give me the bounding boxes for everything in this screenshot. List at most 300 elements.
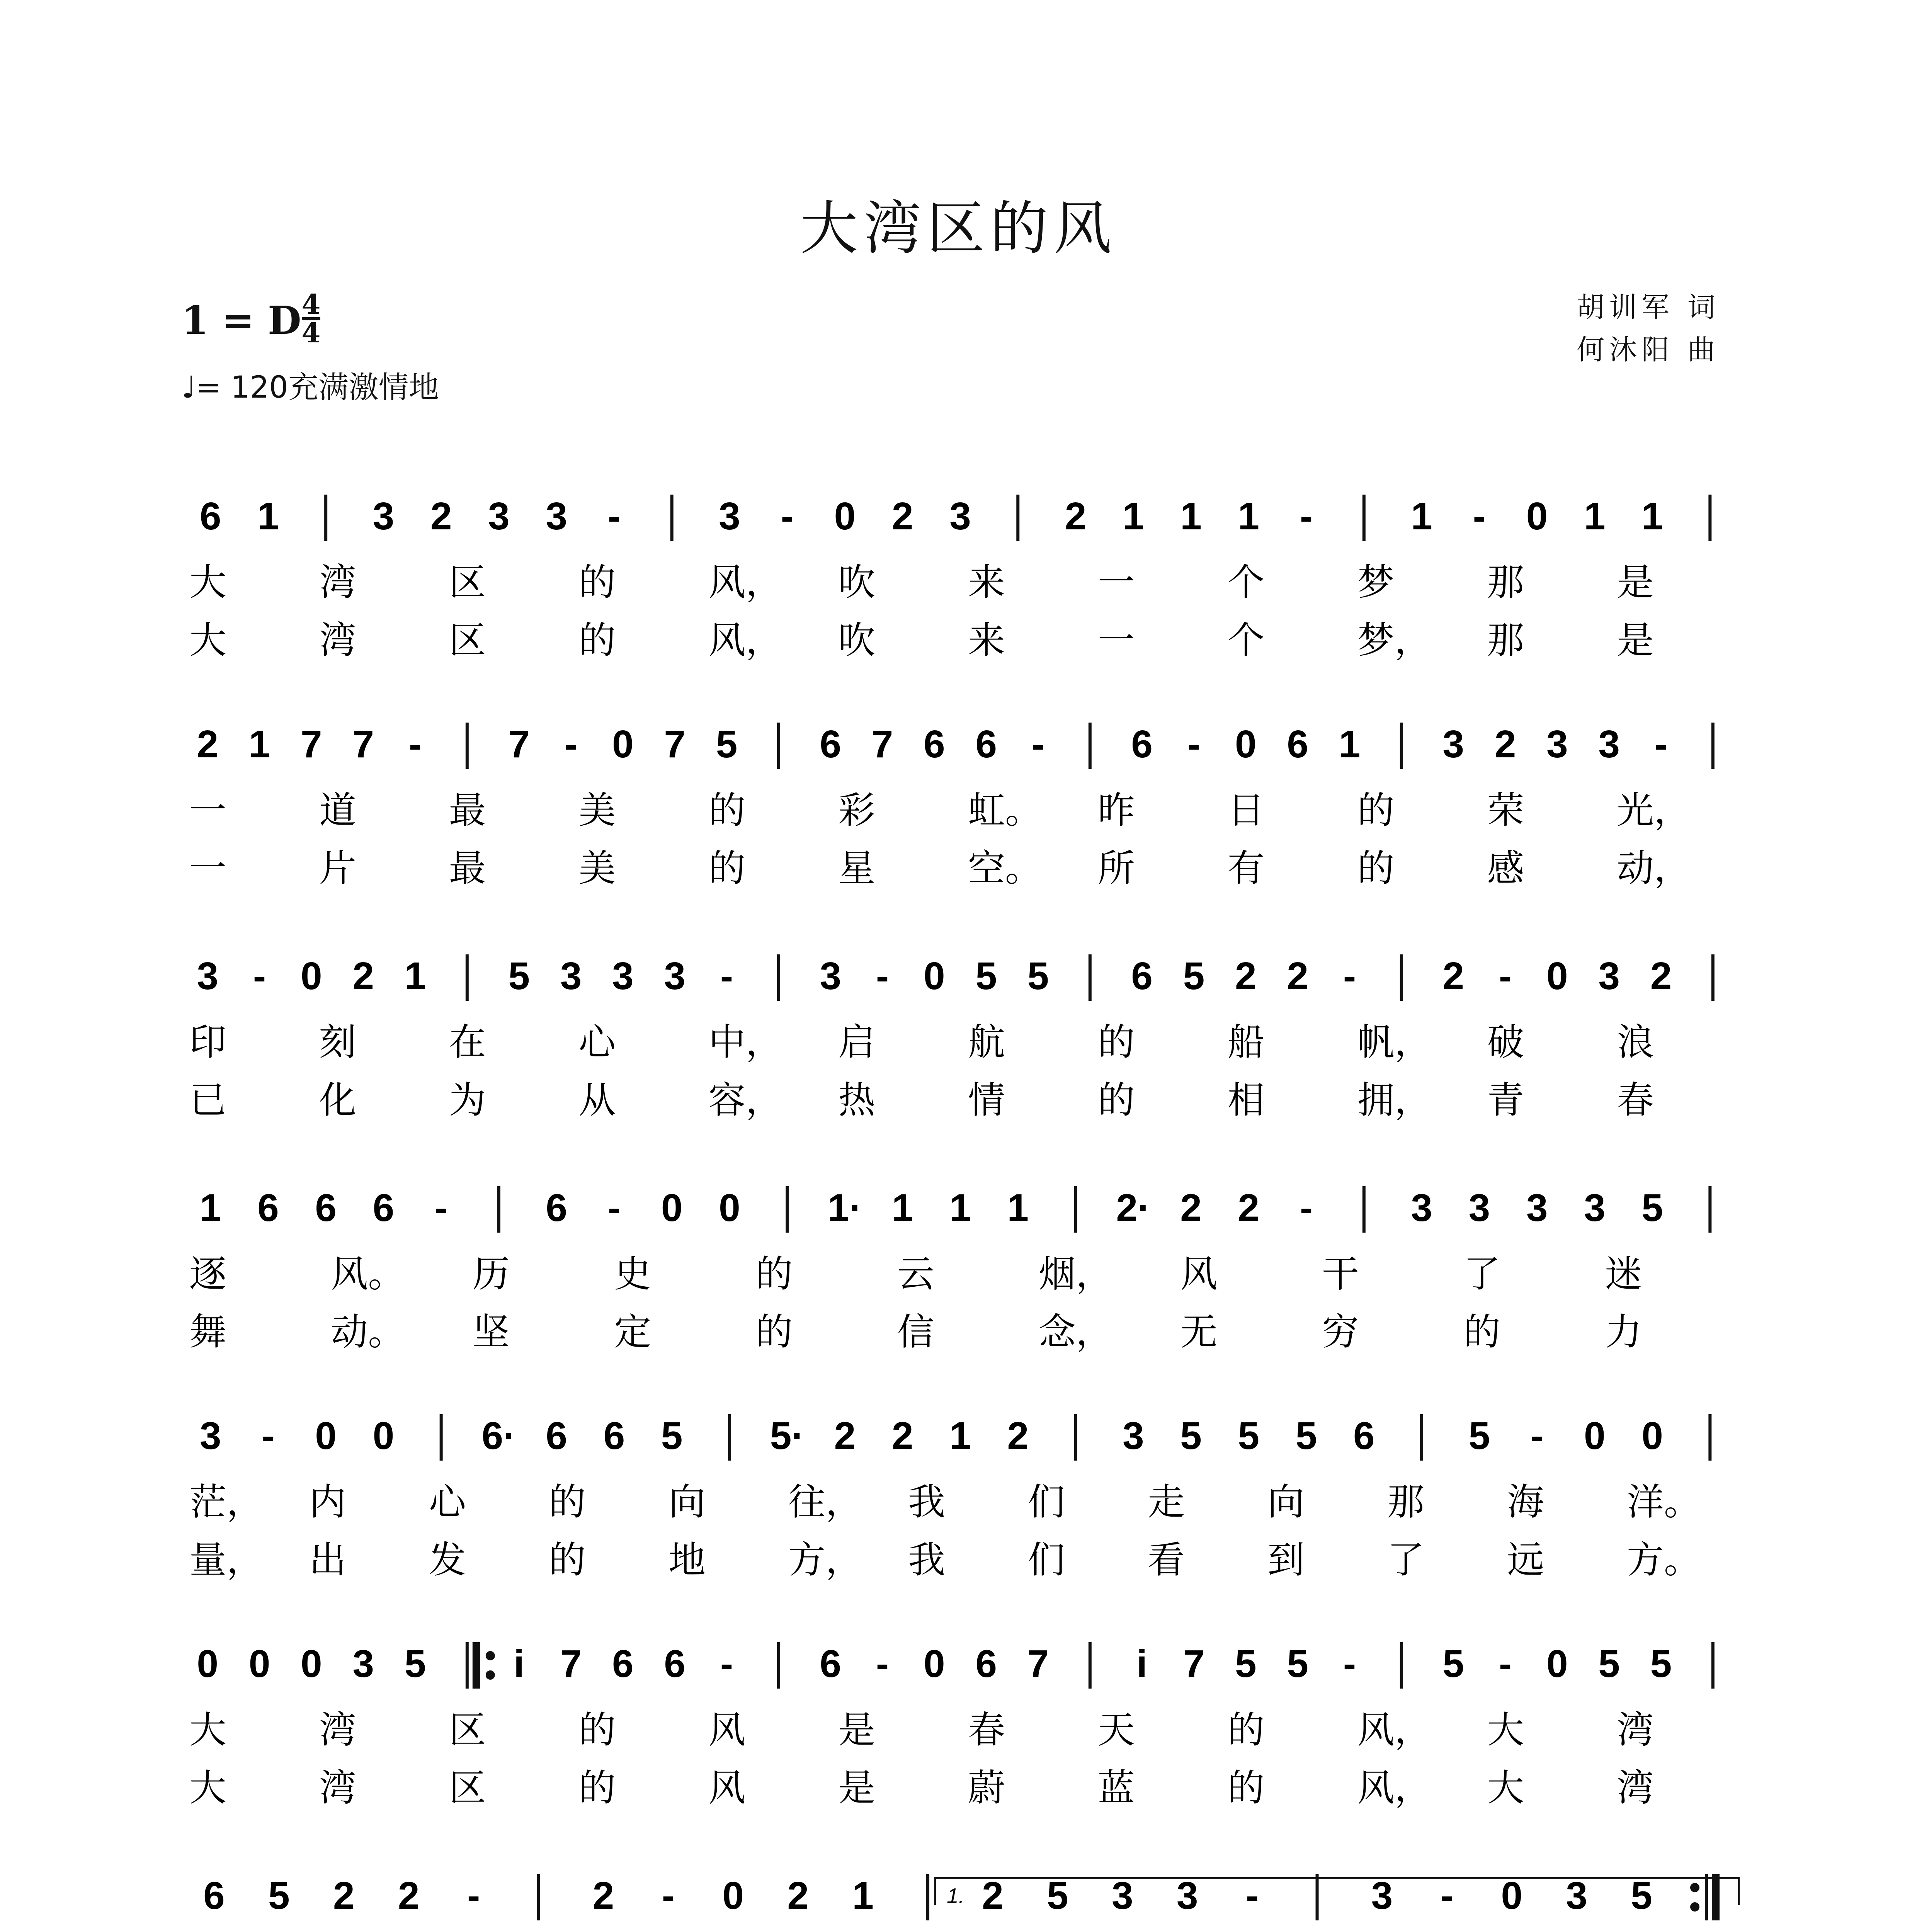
lyric-char: 是 [838, 1708, 876, 1752]
jianpu-note: 5 [1027, 954, 1049, 998]
lyric-char: 美 [578, 789, 616, 832]
lyric-char: 风， [1357, 1708, 1432, 1752]
lyric-char: 那 [1487, 561, 1524, 604]
lyric-char: 定 [614, 1310, 651, 1354]
lyric-char: 湾 [319, 1766, 356, 1810]
repeat-dot [1690, 1883, 1699, 1892]
jianpu-note: 7 [352, 723, 374, 766]
lyric-char: 帆， [1357, 1020, 1432, 1064]
jianpu-note: - [1343, 1642, 1356, 1685]
lyric-char: 美 [578, 847, 616, 890]
lyric-char: 印 [189, 1020, 226, 1064]
lyric-char: 相 [1227, 1078, 1265, 1122]
jianpu-note: 3 [1546, 723, 1568, 766]
lyric-char: 在 [449, 1020, 486, 1064]
lyric-char: 最 [449, 847, 486, 890]
lyric-char: 虹。 [968, 789, 1042, 832]
jianpu-note: 2 [1287, 954, 1308, 998]
jianpu-note: 6 [820, 723, 841, 766]
jianpu-note: 1 [1411, 495, 1432, 538]
lyric-char: 力 [1605, 1310, 1642, 1354]
lyric-char: 迷 [1605, 1252, 1642, 1296]
jianpu-note: - [1654, 723, 1668, 766]
lyric-char: 吹 [838, 561, 876, 604]
lyric-char: 风 [708, 1708, 746, 1752]
quarter-note-icon: ♩ [182, 370, 196, 405]
lyric-char: 的 [1097, 1078, 1135, 1122]
lyric-char: 穷 [1322, 1310, 1359, 1354]
lyric-char: 湾 [1617, 1708, 1654, 1752]
jianpu-note: 0 [719, 1186, 740, 1230]
jianpu-note: 2 [592, 1874, 614, 1917]
lyric-char: 区 [449, 619, 486, 662]
jianpu-note: 2 [1235, 954, 1257, 998]
jianpu-note: 3 [1566, 1874, 1588, 1917]
jianpu-note: 6 [546, 1186, 567, 1230]
jianpu-note: 0 [1546, 954, 1568, 998]
lyric-char: 大 [189, 561, 226, 604]
lyric-char: 信 [897, 1310, 934, 1354]
jianpu-note: 1· [828, 1186, 862, 1230]
jianpu-note: 5 [975, 954, 997, 998]
lyric-char: 启 [838, 1020, 876, 1064]
jianpu-note: 6 [257, 1186, 279, 1230]
jianpu-note: 5 [404, 1642, 426, 1685]
lyric-char: 为 [449, 1078, 486, 1122]
jianpu-note: - [1473, 495, 1486, 538]
jianpu-note: 2 [1180, 1186, 1202, 1230]
lyric-char: 历 [472, 1252, 510, 1296]
jianpu-note: 7 [1027, 1642, 1049, 1685]
lyric-char: 的 [1357, 789, 1395, 832]
jianpu-note: 3 [199, 1414, 221, 1458]
lyric-char: 的 [1227, 1708, 1265, 1752]
lyric-char: 荣 [1487, 789, 1524, 832]
jianpu-note: - [1440, 1874, 1454, 1917]
lyric-char: 大 [1487, 1766, 1524, 1810]
jianpu-note: 0 [661, 1186, 683, 1230]
jianpu-note: - [1031, 723, 1045, 766]
tempo-text: = 120充满激情地 [196, 370, 439, 405]
jianpu-note: 6 [1353, 1414, 1375, 1458]
lyric-char: 是 [1617, 619, 1654, 662]
lyric-char: 方。 [1627, 1538, 1701, 1582]
lyric-char: 天 [1097, 1708, 1135, 1752]
lyric-char: 的 [755, 1252, 793, 1296]
jianpu-note: 6 [975, 1642, 997, 1685]
jianpu-note: 6· [481, 1414, 516, 1458]
jianpu-note: 1 [248, 723, 270, 766]
jianpu-note: - [1187, 723, 1201, 766]
lyric-char: 洋。 [1627, 1480, 1701, 1524]
lyric-char: 们 [1028, 1538, 1065, 1582]
jianpu-note: 1 [891, 1186, 913, 1230]
lyric-char: 情 [968, 1078, 1005, 1122]
jianpu-note: - [607, 495, 621, 538]
jianpu-note: 3 [1584, 1186, 1606, 1230]
jianpu-note: 0 [248, 1642, 270, 1685]
lyric-char: 区 [449, 1708, 486, 1752]
staff-system [189, 495, 1710, 662]
lyric-char: 风 [1180, 1252, 1218, 1296]
lyric-char: 无 [1180, 1310, 1218, 1354]
jianpu-note: - [1343, 954, 1356, 998]
lyric-char: 们 [1028, 1480, 1065, 1524]
jianpu-note: - [607, 1186, 621, 1230]
jianpu-note: 6 [1131, 954, 1153, 998]
lyric-char: 青 [1487, 1078, 1524, 1122]
jianpu-note: 0 [373, 1414, 395, 1458]
jianpu-note: - [253, 954, 266, 998]
jianpu-note: - [1300, 495, 1313, 538]
lyric-char: 心 [578, 1020, 616, 1064]
jianpu-note: 3 [1371, 1874, 1393, 1917]
lyric-char: 烟， [1039, 1252, 1113, 1296]
jianpu-note: - [1300, 1186, 1313, 1230]
jianpu-note: 1 [1238, 495, 1260, 538]
jianpu-note: 5 [716, 723, 738, 766]
lyric-char: 是 [1617, 561, 1654, 604]
lyric-char: 湾 [319, 561, 356, 604]
jianpu-note: 1 [949, 1186, 971, 1230]
jianpu-note: - [876, 1642, 889, 1685]
jianpu-note: 3 [612, 954, 634, 998]
jianpu-note: - [564, 723, 578, 766]
jianpu-note: 3 [352, 1642, 374, 1685]
jianpu-note: 1 [404, 954, 426, 998]
lyric-char: 一 [1097, 619, 1135, 662]
jianpu-note: 5 [1598, 1642, 1620, 1685]
jianpu-note: 3 [1598, 723, 1620, 766]
lyric-char: 了 [1463, 1252, 1501, 1296]
composer-credit: 何沐阳 曲 [1577, 333, 1720, 366]
lyric-char: 感 [1487, 847, 1524, 890]
lyric-char: 的 [578, 561, 616, 604]
lyric-char: 的 [578, 1766, 616, 1810]
lyric-char: 大 [189, 619, 226, 662]
jianpu-note: 5 [1287, 1642, 1308, 1685]
lyric-char: 春 [1617, 1078, 1654, 1122]
jianpu-note: 3 [546, 495, 567, 538]
lyric-char: 向 [668, 1480, 706, 1524]
lyric-char: 道 [319, 789, 356, 832]
lyric-char: 的 [1097, 1020, 1135, 1064]
lyric-char: 一 [189, 847, 226, 890]
jianpu-note: 6 [546, 1414, 567, 1458]
lyric-char: 中， [708, 1020, 783, 1064]
key-signature: 1 = D [182, 298, 301, 343]
jianpu-note: 1 [257, 495, 279, 538]
jianpu-note: 2 [333, 1874, 355, 1917]
jianpu-note: 1 [1122, 495, 1144, 538]
lyric-char: 那 [1387, 1480, 1424, 1524]
lyric-char: 吹 [838, 619, 876, 662]
lyric-char: 往， [788, 1480, 862, 1524]
lyric-char: 我 [908, 1480, 945, 1524]
jianpu-note: 0 [1526, 495, 1548, 538]
jianpu-note: 6 [373, 1186, 395, 1230]
time-signature-bottom: 4 [301, 317, 321, 349]
jianpu-note: 0 [197, 1642, 218, 1685]
repeat-dot [486, 1651, 495, 1660]
jianpu-note: 2 [398, 1874, 420, 1917]
lyricist-credit: 胡训军 词 [1577, 291, 1720, 323]
lyric-char: 干 [1322, 1252, 1359, 1296]
lyric-char: 的 [549, 1480, 586, 1524]
lyric-char: 念， [1039, 1310, 1113, 1354]
jianpu-note: 1 [1180, 495, 1202, 538]
jianpu-note: 0 [301, 954, 322, 998]
lyric-char: 从 [578, 1078, 616, 1122]
lyric-char: 的 [1357, 847, 1395, 890]
lyric-char: 的 [1227, 1766, 1265, 1810]
jianpu-note: - [262, 1414, 275, 1458]
lyric-char: 方， [788, 1538, 862, 1582]
lyric-char: 坚 [472, 1310, 510, 1354]
lyric-char: 有 [1227, 847, 1265, 890]
staff-system [189, 1642, 1713, 1810]
jianpu-note: 6 [1131, 723, 1153, 766]
lyric-char: 破 [1487, 1020, 1524, 1064]
jianpu-note: 3 [1526, 1186, 1548, 1230]
jianpu-note: - [720, 1642, 733, 1685]
lyric-char: 是 [838, 1766, 876, 1810]
first-ending-bracket-label: 1. [947, 1884, 964, 1908]
lyric-char: 风， [708, 561, 783, 604]
jianpu-note: 0 [1501, 1874, 1523, 1917]
lyric-char: 航 [968, 1020, 1005, 1064]
lyric-char: 我 [908, 1538, 945, 1582]
jianpu-note: 6 [203, 1874, 225, 1917]
jianpu-note: 6 [199, 495, 221, 538]
jianpu-note: 2 [1238, 1186, 1260, 1230]
jianpu-note: i [1136, 1642, 1148, 1685]
lyric-char: 梦 [1357, 561, 1395, 604]
lyric-char: 心 [429, 1480, 466, 1524]
jianpu-note: 0 [1584, 1414, 1606, 1458]
lyric-char: 的 [708, 789, 746, 832]
jianpu-note: 5· [770, 1414, 805, 1458]
jianpu-note: 3 [488, 495, 510, 538]
staff-system [189, 954, 1713, 1122]
jianpu-note: 6 [664, 1642, 685, 1685]
jianpu-note: 6 [1287, 723, 1308, 766]
lyric-char: 风， [1357, 1766, 1432, 1810]
lyric-char: 湾 [319, 619, 356, 662]
jianpu-note: 7 [664, 723, 685, 766]
lyric-char: 风 [708, 1766, 746, 1810]
lyric-char: 风， [708, 619, 783, 662]
lyric-char: 蔚 [968, 1766, 1005, 1810]
jianpu-note: 3 [664, 954, 685, 998]
jianpu-note: 7 [871, 723, 893, 766]
lyric-char: 内 [309, 1480, 346, 1524]
jianpu-note: 5 [1650, 1642, 1672, 1685]
jianpu-note: 3 [820, 954, 841, 998]
jianpu-note: 1 [1007, 1186, 1029, 1230]
lyric-char: 量， [189, 1538, 264, 1582]
jianpu-note: 5 [1183, 954, 1205, 998]
lyric-char: 动。 [331, 1310, 405, 1354]
lyric-char: 来 [968, 561, 1005, 604]
lyric-char: 大 [189, 1766, 226, 1810]
jianpu-note: 2 [352, 954, 374, 998]
lyric-char: 发 [429, 1538, 466, 1582]
lyric-char: 大 [1487, 1708, 1524, 1752]
jianpu-note: 2 [1007, 1414, 1029, 1458]
lyric-char: 区 [449, 561, 486, 604]
jianpu-note: - [408, 723, 422, 766]
lyric-char: 昨 [1097, 789, 1135, 832]
lyric-char: 海 [1507, 1480, 1544, 1524]
lyric-char: 出 [309, 1538, 346, 1582]
lyric-char: 风。 [331, 1252, 405, 1296]
jianpu-note: 0 [1546, 1642, 1568, 1685]
jianpu-note: - [1530, 1414, 1544, 1458]
jianpu-note: - [1499, 954, 1512, 998]
jianpu-note: 1 [852, 1874, 874, 1917]
jianpu-note: 6 [612, 1642, 634, 1685]
lyric-char: 梦， [1357, 619, 1432, 662]
lyric-char: 史 [614, 1252, 651, 1296]
jianpu-note: 1 [199, 1186, 221, 1230]
lyric-char: 大 [189, 1708, 226, 1752]
jianpu-note: - [876, 954, 889, 998]
jianpu-note: - [435, 1186, 448, 1230]
lyric-char: 走 [1148, 1480, 1185, 1524]
jianpu-note: - [467, 1874, 480, 1917]
jianpu-note: 6 [924, 723, 945, 766]
lyric-char: 容， [708, 1078, 783, 1122]
lyric-char: 个 [1227, 561, 1265, 604]
lyric-char: 浪 [1617, 1020, 1654, 1064]
lyric-char: 光， [1617, 789, 1691, 832]
lyric-char: 一 [1097, 561, 1135, 604]
jianpu-note: 3 [1468, 1186, 1490, 1230]
jianpu-note: 5 [661, 1414, 683, 1458]
lyric-char: 船 [1227, 1020, 1265, 1064]
jianpu-note: 3 [373, 495, 395, 538]
lyric-char: 的 [578, 619, 616, 662]
lyric-char: 到 [1267, 1538, 1305, 1582]
jianpu-note: - [720, 954, 733, 998]
lyric-char: 向 [1267, 1480, 1305, 1524]
jianpu-note: 1 [1584, 495, 1606, 538]
jianpu-note: 2 [891, 495, 913, 538]
jianpu-note: 5 [1631, 1874, 1652, 1917]
staff-system [189, 1414, 1710, 1582]
jianpu-note: 2 [982, 1874, 1004, 1917]
lyric-char: 一 [189, 789, 226, 832]
jianpu-note: - [1245, 1874, 1259, 1917]
jianpu-note: 5 [1468, 1414, 1490, 1458]
lyric-char: 远 [1507, 1538, 1544, 1582]
repeat-dot [1690, 1902, 1699, 1912]
jianpu-note: 5 [508, 954, 530, 998]
jianpu-note: 3 [1598, 954, 1620, 998]
jianpu-note: 5 [1047, 1874, 1068, 1917]
lyric-char: 蓝 [1097, 1766, 1135, 1810]
jianpu-note: 0 [612, 723, 634, 766]
lyric-char: 最 [449, 789, 486, 832]
lyric-char: 热 [838, 1078, 876, 1122]
jianpu-note: - [662, 1874, 675, 1917]
jianpu-note: 6 [603, 1414, 625, 1458]
jianpu-note: - [781, 495, 794, 538]
jianpu-note: 5 [1235, 1642, 1257, 1685]
jianpu-note: 3 [719, 495, 740, 538]
jianpu-note: 3 [1411, 1186, 1432, 1230]
jianpu-note: 5 [1238, 1414, 1260, 1458]
jianpu-note: 6 [820, 1642, 841, 1685]
lyric-char: 看 [1148, 1538, 1185, 1582]
jianpu-note: 2 [834, 1414, 856, 1458]
lyric-char: 彩 [838, 789, 876, 832]
lyric-char: 区 [449, 1766, 486, 1810]
staff-system [189, 723, 1713, 890]
lyric-char: 的 [578, 1708, 616, 1752]
jianpu-note: 1 [949, 1414, 971, 1458]
jianpu-note: 3 [1442, 723, 1464, 766]
lyric-char: 空。 [968, 847, 1042, 890]
song-title: 大湾区的风 [800, 195, 1117, 262]
jianpu-note: 1 [1339, 723, 1361, 766]
jianpu-note: 2· [1116, 1186, 1151, 1230]
lyric-char: 的 [708, 847, 746, 890]
lyric-char: 的 [549, 1538, 586, 1582]
jianpu-note: 0 [924, 954, 945, 998]
jianpu-note: 5 [1295, 1414, 1317, 1458]
lyric-char: 日 [1227, 789, 1265, 832]
jianpu-note: 0 [1641, 1414, 1663, 1458]
staff-system [189, 1186, 1710, 1354]
jianpu-note: i [514, 1642, 525, 1685]
jianpu-note: 3 [197, 954, 218, 998]
jianpu-note: 2 [891, 1414, 913, 1458]
lyric-char: 化 [319, 1078, 356, 1122]
jianpu-note: 3 [560, 954, 582, 998]
jianpu-note: 2 [1650, 954, 1672, 998]
lyric-char: 星 [838, 847, 876, 890]
jianpu-note: 3 [1176, 1874, 1198, 1917]
lyric-char: 刻 [319, 1020, 356, 1064]
jianpu-note: 5 [1180, 1414, 1202, 1458]
lyric-char: 拥， [1357, 1078, 1432, 1122]
jianpu-note: 5 [1442, 1642, 1464, 1685]
lyric-char: 来 [968, 619, 1005, 662]
lyric-char: 个 [1227, 619, 1265, 662]
jianpu-note: 7 [560, 1642, 582, 1685]
lyric-char: 的 [755, 1310, 793, 1354]
jianpu-note: 0 [722, 1874, 744, 1917]
lyric-char: 云 [897, 1252, 934, 1296]
jianpu-note: 2 [430, 495, 452, 538]
jianpu-note: 7 [508, 723, 530, 766]
jianpu-note: 2 [787, 1874, 809, 1917]
jianpu-note: 0 [924, 1642, 945, 1685]
jianpu-note: 7 [1183, 1642, 1205, 1685]
repeat-dot [486, 1670, 495, 1680]
lyric-char: 地 [668, 1538, 706, 1582]
time-signature-top: 4 [301, 288, 321, 320]
jianpu-note: 2 [1442, 954, 1464, 998]
lyric-char: 片 [319, 847, 356, 890]
jianpu-note: 1 [1641, 495, 1663, 538]
lyric-char: 已 [189, 1078, 226, 1122]
jianpu-note: - [1499, 1642, 1512, 1685]
jianpu-note: 3 [1122, 1414, 1144, 1458]
jianpu-note: 0 [301, 1642, 322, 1685]
